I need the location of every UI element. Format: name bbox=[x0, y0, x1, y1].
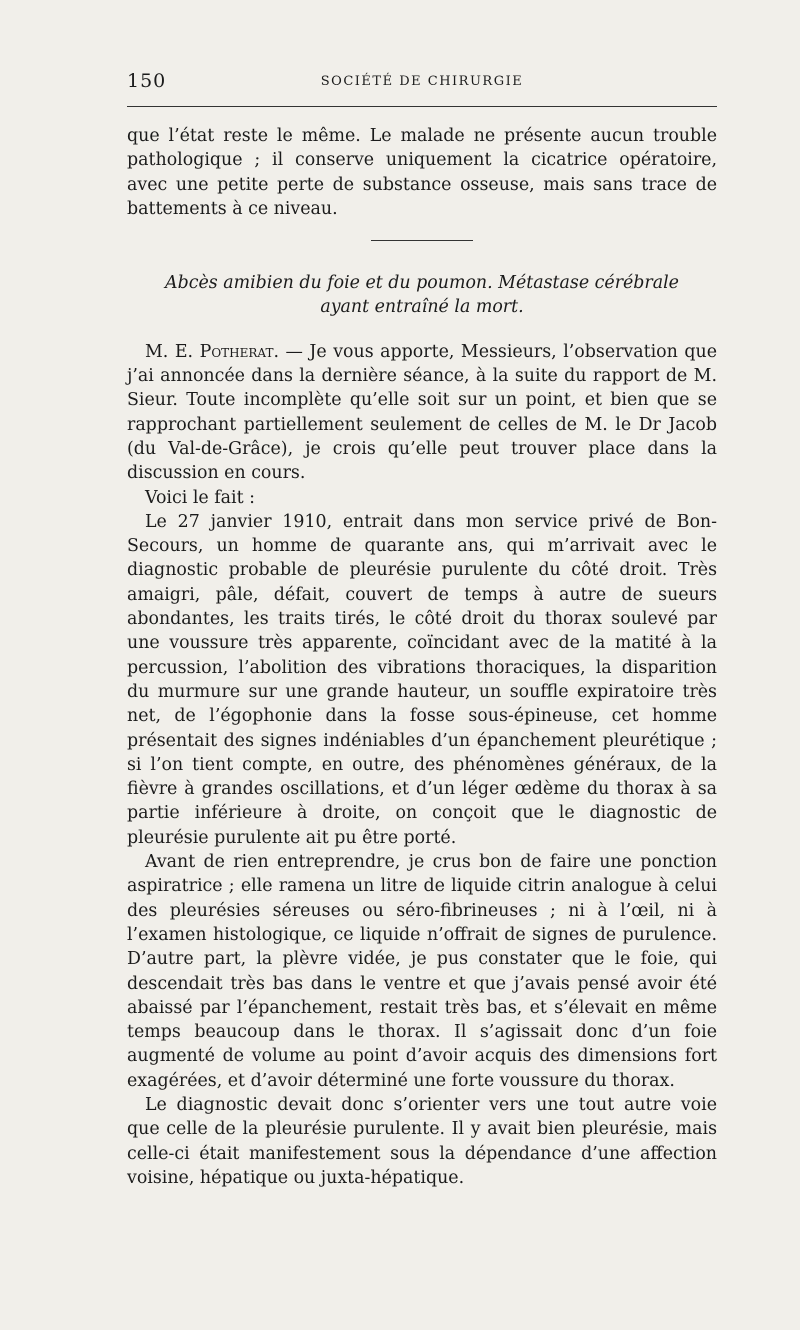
header-rule bbox=[127, 106, 717, 107]
paragraph-2: Le 27 janvier 1910, entrait dans mon service privé de Bon-Secours, un homme de quarante ans, qui m’arrivait avec le diagnostic probable de pleurésie purulente du côté droit. Très amaigri, pâle, défait, couvert de temps à autre de sueurs abondantes, les traits tirés, le côté droit du thorax soulevé par une voussure très apparente, coïncidant avec de la matité à la percussion, l’abolition des vibrations thoraciques, la disparition du murmure sur une grande hauteur, un souffle expiratoire très net, de l’égophonie dans la fosse sous-épineuse, cet homme présentait des signes indéniables d’un épanchement pleurétique ; si l’on tient compte, en outre, des phénomènes généraux, de la fièvre à grandes oscillations, et d’un léger œdème du thorax à sa partie inférieure à droite, on conçoit que le diagnostic de pleurésie purulente ait pu être porté. bbox=[127, 511, 717, 848]
paragraph-1: Voici le fait : bbox=[145, 487, 255, 508]
running-title: SOCIÉTÉ DE CHIRURGIE bbox=[320, 74, 524, 89]
page-header bbox=[127, 70, 717, 100]
paragraph-3: Avant de rien entreprendre, je crus bon de faire une ponction aspiratrice ; elle ramena un litre de liquide citrin analogue à celui des pleurésies séreuses ou séro-fibrineuses ; ni à l’œil, ni à l’examen histologique, ce liquide n’offrait de signes de purulence. D’autre part, la plèvre vidée, je pus constater que le foie, qui descendait très bas dans le ventre et que j’avais pensé avoir été abaissé par l’épanchement, restait très bas, et s’élevait en même temps beaucoup dans le thorax. Il s’agissait donc d’un foie augmenté de volume au point d’avoir acquis des dimensions fort exagérées, et d’avoir déterminé une forte voussure du thorax. bbox=[127, 852, 717, 1091]
section-divider bbox=[371, 240, 473, 241]
continuation-paragraph: que l’état reste le même. Le malade ne présente aucun trouble pathologique ; il conserve uniquement la cicatrice opératoire, avec une petite perte de substance osseuse, mais sans trace de battements à ce niveau. bbox=[127, 126, 717, 219]
page-body bbox=[127, 124, 717, 1190]
speaker-prefix: M. E. bbox=[145, 341, 200, 362]
section-title-line-1: Abcès amibien du foie et du poumon. Métastase cérébrale bbox=[165, 273, 679, 294]
section-title-line-2: ayant entraîné la mort. bbox=[320, 297, 524, 318]
paragraph-4: Le diagnostic devait donc s’orienter vers une tout autre voie que celle de la pleurésie purulente. Il y avait bien pleurésie, mais celle-ci était manifestement sous la dépendance d’une affection voisine, hépatique ou juxta-hépatique. bbox=[127, 1094, 717, 1188]
section-title bbox=[127, 271, 717, 320]
page-number: 150 bbox=[127, 70, 167, 92]
speaker-paragraph bbox=[127, 340, 717, 486]
speaker-name: Potherat bbox=[199, 341, 274, 362]
speaker-text: . — Je vous apporte, Messieurs, l’observation que j’ai annoncée dans la dernière séance, à la suite du rapport de M. Sieur. Toute incomplète qu’elle soit sur un point, et bien que se rapprochant partiellement seulement de celles de M. le Dr Jacob (du Val-de-Grâce), je crois qu’elle peut trouver place dans la discussion en cours. bbox=[127, 341, 717, 484]
